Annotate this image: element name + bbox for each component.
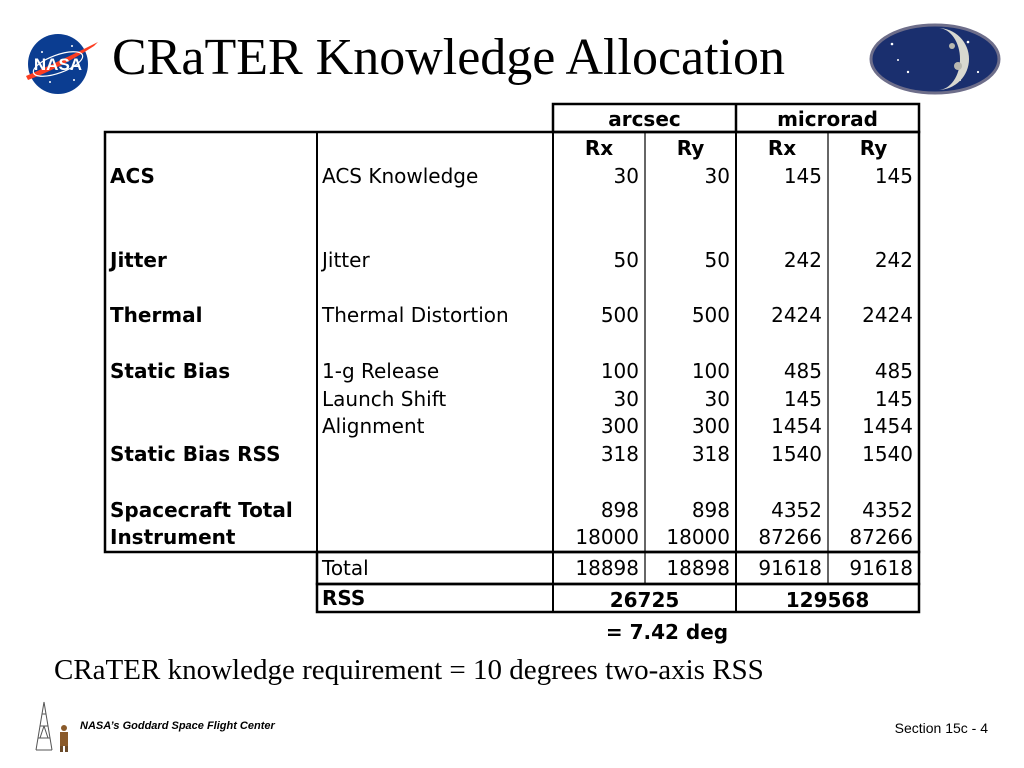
row-value: 100 [691,359,730,383]
row-value: 318 [691,442,730,466]
row-value: 50 [613,248,639,272]
header-rx-arcsec: Rx [584,136,614,160]
requirement-text: CRaTER knowledge requirement = 10 degrees two-axis RSS [54,654,764,686]
row-category: ACS [110,164,155,188]
row-value: 485 [783,359,822,383]
row-value: 30 [704,164,730,188]
row-item: Jitter [322,248,370,272]
header-rx-microrad: Rx [767,136,797,160]
row-item: Alignment [322,414,425,438]
row-value: 485 [874,359,913,383]
row-item: Launch Shift [322,387,447,411]
row-value: 242 [874,248,913,272]
row-value: 30 [613,164,639,188]
row-category: Static Bias RSS [110,442,281,466]
footer-section: Section 15c - 4 [894,720,988,736]
row-category: Static Bias [110,359,231,383]
header-microrad: microrad [777,107,878,131]
row-value: 898 [691,498,730,522]
rss-label: RSS [322,586,366,610]
page-title: CRaTER Knowledge Allocation [112,29,786,86]
row-value: 1540 [771,442,822,466]
row-value: 2424 [862,303,913,327]
row-category: Thermal [110,303,203,327]
total-label: Total [322,556,369,580]
goddard-logo [30,698,76,754]
nasa-logo-text: NASA [33,55,83,74]
row-value: 898 [600,498,639,522]
header-arcsec: arcsec [608,107,681,131]
footer-center-name: NASA’s Goddard Space Flight Center [80,720,275,732]
rss-degrees: = 7.42 deg [605,620,729,644]
row-value: 1454 [862,414,913,438]
row-value: 500 [691,303,730,327]
header-ry-microrad: Ry [859,136,888,160]
row-value: 30 [613,387,639,411]
header-ry-arcsec: Ry [676,136,705,160]
total-value: 91618 [849,556,913,580]
row-item: ACS Knowledge [322,164,479,188]
row-value: 50 [704,248,730,272]
row-value: 300 [600,414,639,438]
total-value: 91618 [758,556,822,580]
row-value: 145 [783,164,822,188]
row-value: 318 [600,442,639,466]
row-value: 30 [704,387,730,411]
row-value: 4352 [771,498,822,522]
rss-microrad: 129568 [785,588,870,612]
row-value: 87266 [849,525,913,549]
row-value: 18000 [575,525,639,549]
row-category: Instrument [110,525,236,549]
row-value: 1540 [862,442,913,466]
row-value: 1454 [771,414,822,438]
row-value: 18000 [666,525,730,549]
total-value: 18898 [666,556,730,580]
row-value: 2424 [771,303,822,327]
row-category: Spacecraft Total [110,498,293,522]
row-value: 145 [783,387,822,411]
row-value: 87266 [758,525,822,549]
row-value: 100 [600,359,639,383]
row-item: Thermal Distortion [322,303,509,327]
row-value: 500 [600,303,639,327]
row-value: 4352 [862,498,913,522]
row-item: 1-g Release [322,359,440,383]
total-value: 18898 [575,556,639,580]
row-category: Jitter [110,248,167,272]
row-value: 242 [783,248,822,272]
row-value: 300 [691,414,730,438]
row-value: 145 [874,164,913,188]
rss-arcsec: 26725 [609,588,680,612]
row-value: 145 [874,387,913,411]
